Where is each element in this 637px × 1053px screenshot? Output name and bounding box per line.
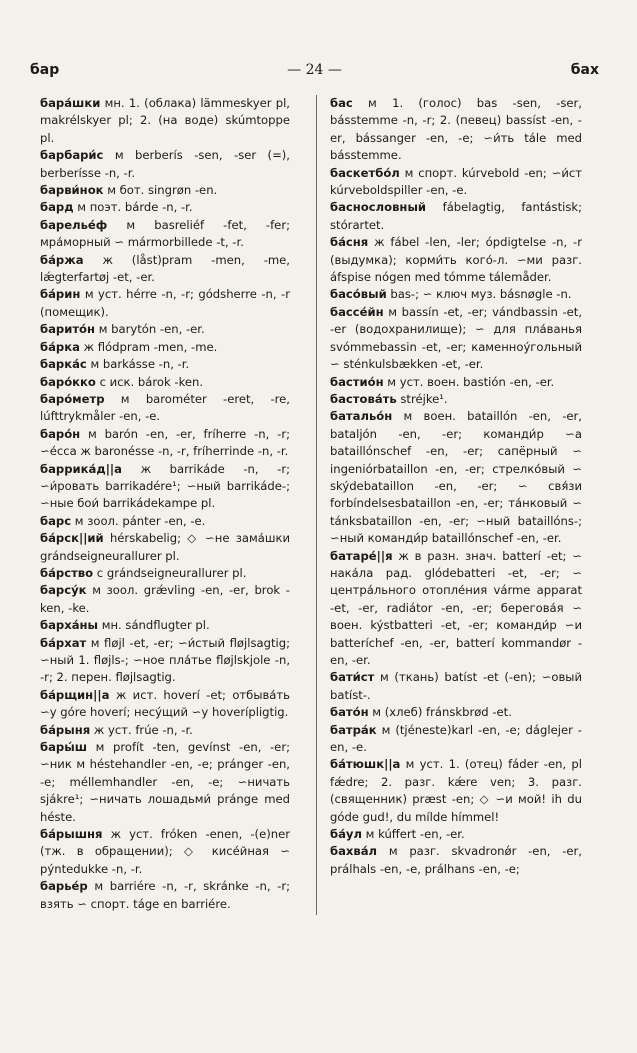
dictionary-entry [40,374,290,391]
dictionary-entry [40,722,290,739]
entry-definition: stréjke¹. [396,391,448,406]
entry-definition: ж ист. hoverí -et; отбыва́ть ∽у góre hoverí; несу́щий ∽у hoverípligtig. [40,687,290,720]
entry-definition: м barriére -n, -r, skránke -n, -r; взять ∽ спорт. táge en barriére. [40,879,290,911]
dictionary-entry [330,843,582,878]
dictionary-entry [40,391,290,426]
entry-definition: м profít -ten, gevínst -en, -er; ∽ник м héstehandler -en, -e; pránger -en, -e; méllemhandler -en, -e; ∽ничать sjákre¹; ∽ничать лошадьми́ pránge med héste. [40,740,290,824]
entry-definition: с grándseigneurallurer pl. [93,565,247,580]
entry-headword: ба́рство [40,565,94,580]
entry-headword: ба́тюшк||а [330,757,401,772]
entry-headword: барс [40,513,72,528]
entry-headword: бастова́ть [330,391,397,406]
entry-headword: барбари́с [40,148,104,163]
entry-definition: ж barrikáde -n, -r; ∽и́ровать barrikadére¹; ∽ный barrikáde-; ∽ные бои́ barrikádekampe pl. [40,461,290,511]
entry-definition: м (tjéneste)karl -en, -e; dáglejer -en, -e. [330,722,582,755]
entry-definition: м kúffert -en, -er. [361,827,465,842]
entry-definition: м уст. hérre -n, -r; gódsherre -n, -r (помещик). [40,287,290,319]
entry-headword: бара́шки [40,96,101,110]
left-running-head: бар [30,62,60,78]
entry-headword: баскетбо́л [330,165,400,180]
entry-definition: м (хлеб) fránskbrød -et. [368,705,512,720]
entry-definition: мн. 1. (облака) lämmeskyer pl, makrélskyer pl; 2. (на воде) skúmtoppe pl. [40,96,290,145]
dictionary-entry [330,234,582,286]
entry-headword: батра́к [330,722,377,737]
dictionary-entry [330,669,582,704]
entry-headword: бары́ш [40,740,88,755]
entry-definition: ж fábel -len, -ler; ópdigtelse -n, -r (выдумка); корми́ть кого́-л. ∽ми разг. áfspise nógen med tómme tálemåder. [330,235,582,285]
entry-headword: ба́рхат [40,635,87,650]
entry-definition: м berberís -sen, -ser (=), berberísse -n, -r. [40,148,290,180]
entry-headword: барито́н [40,322,96,337]
entry-headword: ба́ул [330,827,362,842]
entry-headword: ба́рышня [40,827,103,842]
entry-headword: барсу́к [40,583,87,598]
entry-definition: с иск. bárok -ken. [95,374,204,389]
entry-definition: м зоол. grǽvling -en, -er, brok -ken, -ke. [40,583,290,615]
entry-definition: ж (låst)pram -men, -me, lǽgterfartøj -et, -er. [40,252,290,285]
entry-definition: м bassín -et, -er; vándbassin -et, -er (водохранилище); ∽ для пла́ванья svómmebassin -et, -er; каменноу́гольный ∽ sténkulsbækken -et, -er. [330,304,582,372]
entry-definition: bas-; ∽ ключ муз. básnøgle -n. [386,287,572,302]
entry-definition: м (ткань) batíst -et (-en); ∽овый batíst-. [330,670,582,702]
dictionary-entry [40,252,290,287]
dictionary-entry [330,408,582,547]
entry-headword: ба́сня [330,235,369,250]
dictionary-entry [330,722,582,757]
entry-headword: басо́вый [330,287,387,302]
entry-definition: м разг. skvadronǿr -en, -er, prálhals -en, -e, prálhans -en, -e; [330,844,582,876]
entry-definition: м barkásse -n, -r. [86,357,190,372]
entry-definition: ж flódpram -men, -me. [79,339,218,354]
dictionary-entry [40,687,290,722]
dictionary-entry [330,165,582,200]
entry-definition: м 1. (голос) bas -sen, -ser, básstemme -n, -r; 2. (певец) bassíst -en, -er, bássanger -en, -e; ∽и́ть tále med básstemme. [330,96,582,163]
dictionary-entry [40,739,290,826]
entry-definition: м basreliéf -fet, -fer; мра́морный ∽ mármorbillede -t, -r. [40,217,290,250]
entry-headword: ба́рка [40,339,80,354]
entry-definition: м уст. воен. bastión -en, -er. [383,374,555,389]
entry-definition: м уст. 1. (отец) fáder -en, pl fǽdre; 2. разг. kǽre ven; 3. разг. (священник) præst -en; ◇ ∽и мой! ih du góde gud!, du mílde hímmel! [330,757,582,824]
dictionary-entry [40,199,290,216]
entry-headword: барье́р [40,879,88,894]
dictionary-entry [40,356,290,373]
entry-headword: бард [40,200,74,215]
dictionary-entry [40,582,290,617]
entry-headword: барви́нок [40,183,104,198]
entry-headword: ба́рск||ий [40,531,104,546]
dictionary-entry [40,826,290,878]
entry-headword: баро́н [40,426,81,441]
left-column [40,95,290,913]
entry-definition: мн. sándflugter pl. [98,618,210,633]
entry-headword: ба́рыня [40,722,91,737]
dictionary-entry [330,548,582,670]
dictionary-entry [40,182,290,199]
entry-headword: барка́с [40,357,87,372]
dictionary-entry [40,617,290,634]
entry-definition: м barón -en, -er, fríherre -n, -r; ∽е́сса ж baronésse -n, -r, fríherrinde -n, -r. [40,426,290,459]
entry-headword: бастио́н [330,374,384,389]
dictionary-entry [330,286,582,303]
dictionary-entry [330,704,582,721]
dictionary-entry [40,339,290,356]
dictionary-entry [40,461,290,513]
entry-headword: батаре́||я [330,548,393,563]
dictionary-entry [40,635,290,687]
entry-definition: м бот. singrøn -en. [103,183,218,198]
entry-definition: м barytón -en, -er. [95,322,205,337]
entry-definition: hérskabelig; ◇ ∽не зама́шки grándseigneurallurer pl. [40,531,290,563]
entry-headword: барха́ны [40,618,99,633]
dictionary-entry [40,286,290,321]
dictionary-entry [40,321,290,338]
page-header [30,62,599,84]
dictionary-entry [330,95,582,165]
entry-definition: м barométer -eret, -re, lúfttrykmåler -en, -e. [40,391,290,424]
entry-definition: м поэт. bárde -n, -r. [73,200,193,215]
entry-headword: ба́ржа [40,252,84,267]
entry-definition: м спорт. kúrvebold -en; ∽и́ст kúrveboldspiller -en, -e. [330,165,582,198]
entry-headword: баро́кко [40,374,96,389]
entry-definition: м воен. bataillón -en, -er, bataljón -en, -er; команди́р ∽а bataillónschef -en, -er; сапёрный ∽ ingeniórbataillon -en, -er; стрелко́вый ∽ skýdebataillon -en, -er; ∽ свя́зи forbíndelsesbataillon -en, -er; та́нковый ∽ tánksbataillon -en, -er; ∽ный bataillóns-; ∽ный команди́р bataillónschef -en, -er. [330,409,582,546]
entry-headword: ба́рщин||а [40,687,110,702]
dictionary-entry [330,756,582,826]
dictionary-entry [330,391,582,408]
entry-headword: бас [330,96,353,110]
entry-definition: м зоол. pánter -en, -e. [71,513,206,528]
dictionary-entry [330,304,582,374]
entry-headword: бассе́йн [330,304,384,319]
entry-definition: ж уст. fróken -enen, -(e)ner (тж. в обращении); ◇ кисе́йная ∽ pýntedukke -n, -r. [40,827,290,876]
entry-definition: м fløjl -et, -er; ∽и́стый fløjlsagtig; ∽ный 1. fløjls-; ∽ное пла́тье fløjlskjole -n, -r; 2. перен. fløjlsagtig. [40,635,290,685]
entry-headword: баснословный [330,200,427,215]
right-running-head: бах [570,62,599,78]
dictionary-entry [40,147,290,182]
entry-headword: баррика́д||а [40,461,122,476]
dictionary-entry [330,826,582,843]
entry-headword: бато́н [330,705,369,720]
dictionary-entry [330,374,582,391]
dictionary-entry [40,217,290,252]
dictionary-entry [40,513,290,530]
entry-headword: барелье́ф [40,217,108,232]
right-column [330,95,582,878]
entry-headword: батальо́н [330,409,393,424]
entry-headword: бати́ст [330,670,375,685]
entry-definition: ж уст. frúe -n, -r. [90,722,193,737]
dictionary-entry [40,426,290,461]
dictionary-entry [330,199,582,234]
entry-headword: бахва́л [330,844,378,859]
dictionary-entry [40,565,290,582]
entry-headword: баро́метр [40,391,105,406]
entry-definition: fábelagtig, fantástisk; stórartet. [330,200,582,232]
dictionary-entry [40,878,290,913]
dictionary-entry [40,95,290,147]
entry-headword: ба́рин [40,287,81,302]
column-divider [316,95,317,915]
dictionary-entry [40,530,290,565]
entry-definition: ж в разн. знач. batterí -et; ∽ нака́ла рад. glódebatteri -et, -er; ∽ центра́льного отопле́ния várme apparat -et, -er, radiátor -en, -er; берегова́я ∽ воен. kýstbatteri -et, -er; команди́р ∽и batteríchef -en, -er, batterí kommandør -en, -er. [330,548,582,667]
page-number: — 24 — [287,62,342,78]
